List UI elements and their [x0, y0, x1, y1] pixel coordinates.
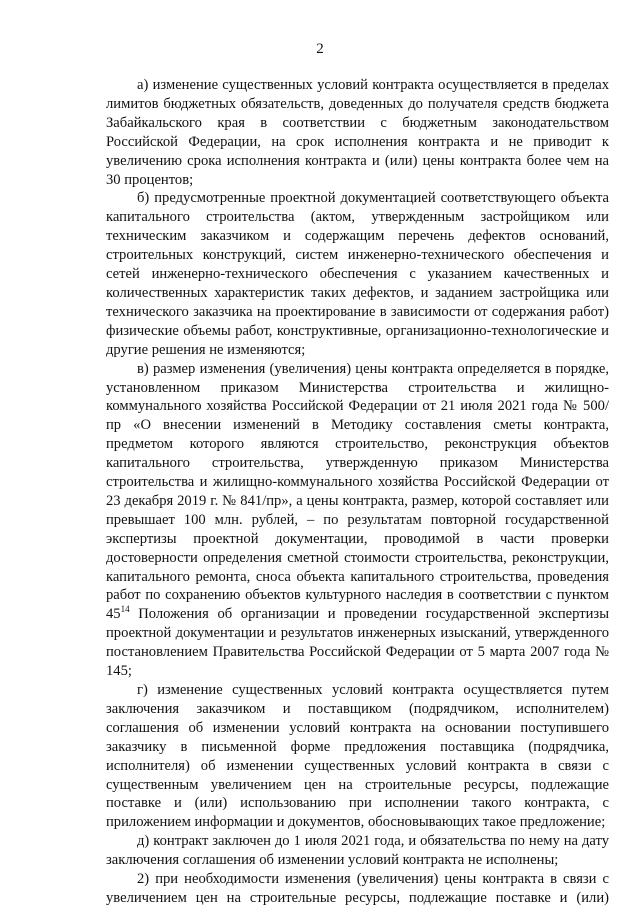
paragraph-v-text-continued: Положения об организации и проведении государственной экспертизы проектной документации и результатов инженерных изысканий, утвержденного постановлением Правительства Российской Федерации от 5 марта 2007 года № 145;	[106, 606, 609, 680]
document-body	[106, 76, 609, 908]
paragraph-item-2: 2) при необходимости изменения (увеличения) цены контракта в связи с увеличением цен на строительные ресурсы, подлежащие поставке и (или)	[106, 871, 609, 906]
paragraph-a: а) изменение существенных условий контракта осуществляется в пределах лимитов бюджетных обязательств, доведенных до получателя средств бюджета Забайкальского края в соответствии с бюджетным законодательством Российской Федерации, на срок исполнения контракта и не приводит к увеличению срока исполнения контракта и (или) цены контракта более чем на 30 процентов;	[106, 77, 609, 188]
paragraph-b: б) предусмотренные проектной документацией соответствующего объекта капитального строительства (актом, утвержденным застройщиком или техническим заказчиком и содержащим перечень дефектов оснований, строительных конструкций, систем инженерно-технического обеспечения и сетей инженерно-технического обеспечения с указанием качественных и количественных характеристик таких дефектов, и заданием застройщика или технического заказчика на проектирование в зависимости от содержания работ) физические объемы работ, конструктивные, организационно-технологические и другие решения не изменяются;	[106, 190, 609, 358]
footnote-superscript: 14	[120, 604, 130, 615]
paragraph-v-text: в) размер изменения (увеличения) цены контракта определяется в порядке, установленном приказом Министерства строительства и жилищно-коммунального хозяйства Российской Федерации от 21 июля 2021 года № 500/пр «О внесении изменений в Методику составления сметы контракта, предметом которого являются строительство, реконструкция объектов капитального строительства, утвержденную приказом Министерства строительства и жилищно-коммунального хозяйства Российской Федерации от 23 декабря 2019 г. № 841/пр», а цены контракта, размер, которой составляет или превышает 100 млн. рублей, – по результатам повторной государственной экспертизы проектной документации, проводимой в части проверки достоверности определения сметной стоимости строительства, реконструкции, капитального ремонта, сноса объекта капитального строительства, проведения работ по сохранению объектов культурного наследия в соответствии с пунктом 45	[106, 360, 609, 623]
paragraph-d: д) контракт заключен до 1 июля 2021 года, и обязательства по нему на дату заключения соглашения об изменении условий контракта не исполнены;	[106, 833, 609, 869]
page-number: 2	[316, 41, 324, 57]
paragraph-g: г) изменение существенных условий контракта осуществляется путем заключения заказчиком и поставщиком (подрядчиком, исполнителем) соглашения об изменении условий контракта на основании поступившего заказчику в письменной форме предложения поставщика (подрядчика, исполнителя) об изменении существенных условий контракта в связи с существенным увеличением цен на строительные ресурсы, подлежащие поставке и (или) использованию при исполнении такого контракта, с приложением информации и документов, обосновывающих такое предложение;	[106, 682, 609, 831]
paragraph-v	[106, 360, 609, 681]
